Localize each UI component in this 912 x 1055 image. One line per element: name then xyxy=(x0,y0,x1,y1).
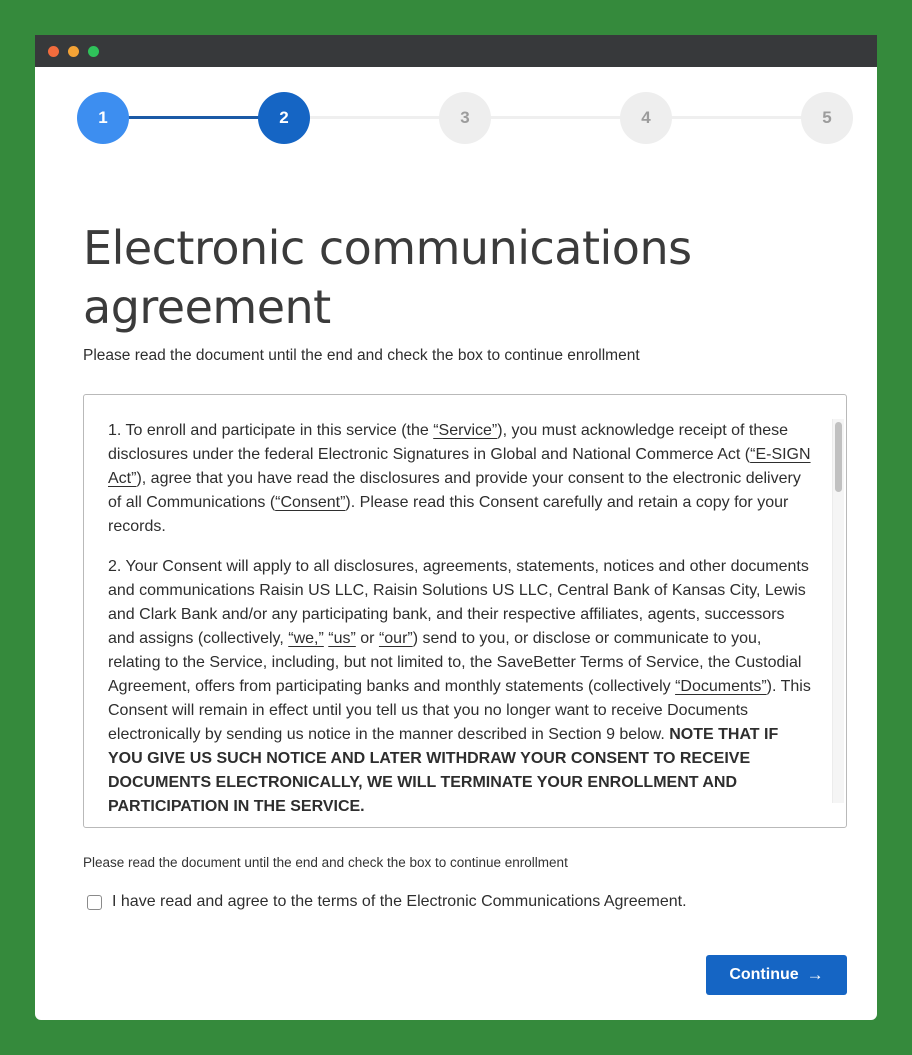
stepper-line-remaining xyxy=(284,116,827,119)
step-3 xyxy=(439,92,491,144)
close-window-icon[interactable] xyxy=(48,46,59,57)
term-us: “us” xyxy=(328,630,356,647)
text-segment: ). This Consent will remain in effect until you tell us that you no longer want to receive Documents electronically by sending us notice in the manner described in Section 9 below. xyxy=(108,678,811,743)
step-5-label: 5 xyxy=(822,108,832,127)
step-2-label: 2 xyxy=(279,108,289,127)
enrollment-hint: Please read the document until the end and check the box to continue enrollment xyxy=(83,855,568,870)
step-2 xyxy=(258,92,310,144)
arrow-right-icon: → xyxy=(806,965,824,984)
window-titlebar xyxy=(35,35,877,67)
term-documents: “Documents” xyxy=(675,678,767,695)
term-our: “our” xyxy=(378,630,413,647)
progress-stepper xyxy=(77,92,853,144)
text-segment: ), you must acknowledge receipt of these disclosures under the federal Electronic Signatures in Global and National Commerce Act ( xyxy=(108,422,789,463)
agreement-paragraph-2 xyxy=(108,555,814,819)
maximize-window-icon[interactable] xyxy=(88,46,99,57)
step-1-label: 1 xyxy=(98,108,108,127)
agreement-text xyxy=(108,419,814,815)
term-consent: “Consent” xyxy=(275,494,346,511)
page-title: Electronic communications agreement xyxy=(83,221,692,334)
step-1 xyxy=(77,92,129,144)
text-segment: or xyxy=(355,630,379,647)
app-window xyxy=(35,35,877,1020)
text-segment: 2. Your Consent will apply to all disclosures, agreements, statements, notices and other documents and communications Raisin US LLC, Raisin Solutions US LLC, Central Bank of Kansas City, Lewis and Clark Bank and/or any participating bank, and their respective affiliates, agents, successors and assigns (collectively, xyxy=(108,558,809,647)
stepper-line-completed xyxy=(103,116,284,119)
continue-button-label: Continue xyxy=(729,966,799,983)
agreement-checkbox-label[interactable]: I have read and agree to the terms of the Electronic Communications Agreement. xyxy=(112,893,687,910)
step-4 xyxy=(620,92,672,144)
step-5 xyxy=(801,92,853,144)
step-3-label: 3 xyxy=(460,108,470,127)
text-segment: ), agree that you have read the disclosures and provide your consent to the electronic delivery of all Communications ( xyxy=(108,470,801,511)
page-subtitle: Please read the document until the end and check the box to continue enrollment xyxy=(83,347,640,364)
agreement-checkbox[interactable] xyxy=(87,895,102,910)
text-segment: ). Please read this Consent carefully and retain a copy for your records. xyxy=(108,494,789,535)
term-we: “we,” xyxy=(288,630,324,647)
term-esign-act: “E-SIGN Act” xyxy=(108,446,811,487)
term-service: “Service” xyxy=(433,422,498,439)
agreement-document[interactable] xyxy=(83,394,847,828)
document-scrollbar-thumb[interactable] xyxy=(835,422,842,492)
text-segment: 1. To enroll and participate in this service (the xyxy=(108,422,434,439)
step-4-label: 4 xyxy=(641,108,651,127)
continue-button[interactable] xyxy=(706,955,847,995)
minimize-window-icon[interactable] xyxy=(68,46,79,57)
agreement-paragraph-1 xyxy=(108,419,814,539)
document-scrollbar[interactable] xyxy=(832,419,844,803)
text-segment: ) send to you, or disclose or communicate to you, relating to the Service, including, but not limited to, the SaveBetter Terms of Service, the Custodial Agreement, offers from participating banks and monthly statements (collectively xyxy=(108,630,802,695)
withdrawal-notice: NOTE THAT IF YOU GIVE US SUCH NOTICE AND LATER WITHDRAW YOUR CONSENT TO RECEIVE DOCUMENTS ELECTRONICALLY, WE WILL TERMINATE YOUR ENROLLMENT AND PARTICIPATION IN THE SERVICE. xyxy=(108,726,779,815)
agreement-checkbox-row[interactable] xyxy=(87,893,687,911)
